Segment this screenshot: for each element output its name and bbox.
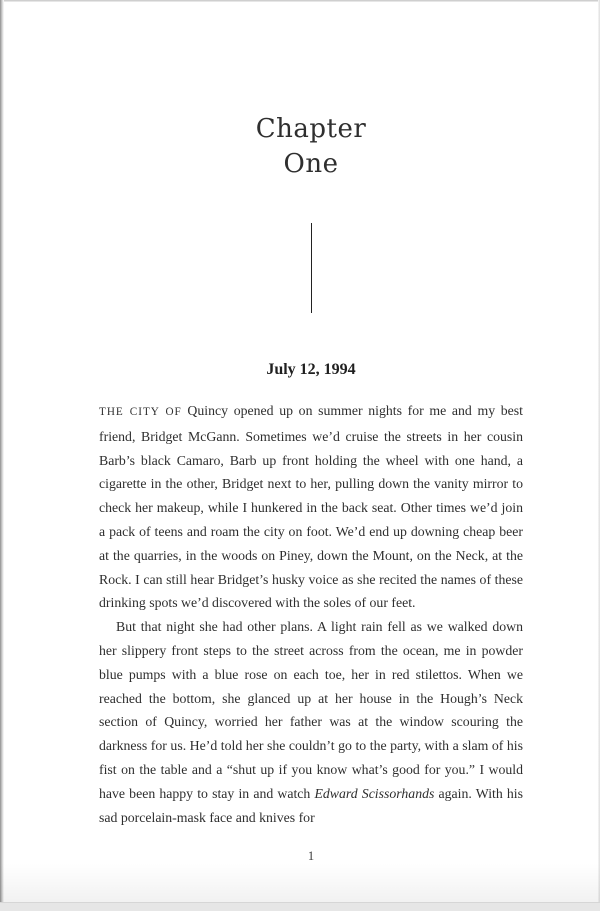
italic-text: Edward Scissorhands [314,785,435,801]
chapter-heading [99,112,523,182]
page-edge-top [0,0,600,2]
body-text [99,399,523,829]
page-edge-bottom-fade [0,863,600,903]
page-number: 1 [307,849,315,863]
page-edge-left [0,0,4,911]
text-segment: But that night she had other plans. A light rain fell as we walked down her slippery front steps to the street across from the ocean, me in powder blue pumps with a blue rose on each toe, her in red stilettos. When we reached the bottom, she glanced up at her house in the Hough’s Neck section of Quincy, worried her father was at the window scouring the darkness for us. He’d told her she couldn’t go to the party, with a slam of his fist on the table and a “shut up if you know what’s good for you.” I would have been happy to stay in and watch [99,619,523,801]
chapter-heading-line2: One [283,149,339,179]
smallcaps-lead: THE CITY OF [99,406,182,418]
text-segment: Quincy opened up on summer nights for me and my best friend, Bridget McGann. Sometimes we’d cruise the streets in her cousin Barb’s black Camaro, Barb up front holding the wheel with one hand, a cigarette in the other, Bridget next to her, pulling down the vanity mirror to check her makeup, while I hunkered in the back seat. Other times we’d join a pack of teens and roam the city on foot. We’d end up downing cheap beer at the quarries, in the woods on Piney, down the Mount, on the Neck, at the Rock. I can still hear Bridget’s husky voice as she recited the names of these drinking spots we’d discovered with the soles of our feet. [99,403,523,611]
section-date: July 12, 1994 [266,361,356,378]
page-edge-bottom-band [0,902,600,911]
body-paragraph [99,615,523,829]
body-paragraph [99,399,523,615]
text-segment: again. With his sad porcelain-mask face and knives for [99,785,523,825]
section-divider-line [311,223,312,313]
page-content [99,0,523,911]
chapter-heading-line1: Chapter [255,114,367,144]
